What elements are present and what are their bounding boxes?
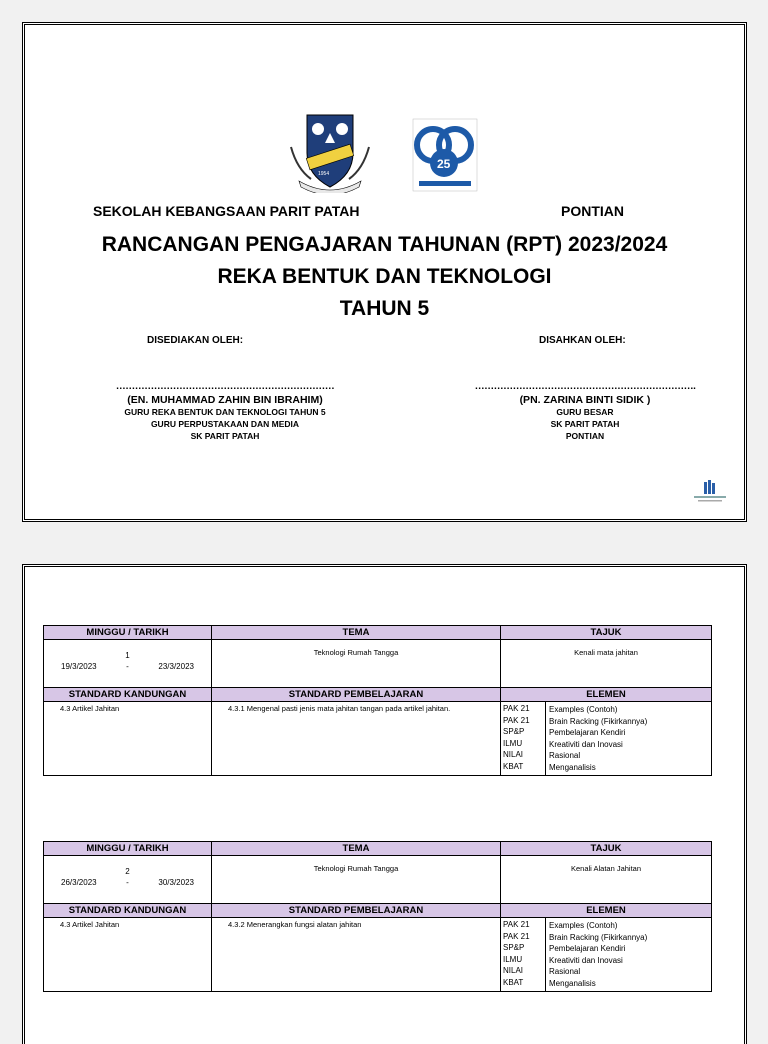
- week-info-row: [44, 856, 712, 904]
- learning-standard-header: STANDARD PEMBELAJARAN: [212, 688, 501, 702]
- preparer-role-2: GURU PERPUSTAKAAN DAN MEDIA: [150, 419, 300, 429]
- preparer-signature-line: ……………………………………………………………: [115, 381, 335, 392]
- element-codes-cell: [501, 702, 546, 776]
- date-range: [47, 878, 208, 887]
- learning-standard-header: STANDARD PEMBELAJARAN: [212, 904, 501, 918]
- watermark-logo: [690, 480, 730, 509]
- element-name: Rasional: [549, 751, 581, 760]
- subject-title: REKA BENTUK DAN TEKNOLOGI: [217, 265, 552, 288]
- approver-school: SK PARIT PATAH: [550, 419, 620, 429]
- week-number: 1: [125, 651, 130, 660]
- start-date: 19/3/2023: [61, 662, 97, 671]
- element-code: PAK 21: [503, 715, 530, 725]
- topic-header: TAJUK: [501, 626, 712, 640]
- date-range: [47, 662, 208, 671]
- element-name: Kreativiti dan Inovasi: [549, 955, 623, 965]
- content-standard-header: STANDARD KANDUNGAN: [44, 904, 212, 918]
- element-name: Kreativiti dan Inovasi: [549, 739, 623, 749]
- content-standard-header: STANDARD KANDUNGAN: [44, 688, 212, 702]
- svg-text:25: 25: [437, 157, 451, 171]
- approver-name: (PN. ZARINA BINTI SIDIK ): [519, 394, 651, 406]
- standards-header-row: [44, 904, 712, 918]
- element-code: NILAI: [503, 750, 524, 759]
- standards-row: [44, 702, 712, 776]
- element-code: PAK 21: [503, 704, 530, 713]
- element-name: Examples (Contoh): [549, 705, 618, 714]
- date-separator: -: [126, 662, 129, 671]
- school-crest-logo: [287, 107, 373, 198]
- standards-row: [44, 918, 712, 992]
- prepared-by-label: DISEDIAKAN OLEH:: [147, 335, 244, 346]
- school-town: PONTIAN: [561, 203, 624, 219]
- element-header: ELEMEN: [501, 904, 712, 918]
- week-date-cell: [44, 856, 212, 904]
- week-2-table: [43, 841, 712, 992]
- element-code: SP&P: [503, 727, 525, 736]
- approver-signature-line: …………………………………………………………….: [474, 381, 696, 392]
- content-standard-cell: 4.3 Artikel Jahitan: [44, 918, 212, 992]
- theme-header: TEMA: [212, 842, 501, 856]
- approved-by-label: DISAHKAN OLEH:: [539, 335, 626, 346]
- week-date-header: MINGGU / TARIKH: [44, 626, 212, 640]
- element-name: Brain Racking (Fikirkannya): [549, 716, 648, 726]
- element-name: Brain Racking (Fikirkannya): [549, 932, 648, 942]
- standards-header-row: [44, 688, 712, 702]
- element-code: PAK 21: [503, 920, 530, 929]
- theme-header: TEMA: [212, 626, 501, 640]
- element-name: Menganalisis: [549, 978, 596, 988]
- approver-role: GURU BESAR: [556, 407, 614, 417]
- theme-cell: Teknologi Rumah Tangga: [212, 856, 501, 904]
- year-title: TAHUN 5: [339, 297, 430, 320]
- element-header: ELEMEN: [501, 688, 712, 702]
- element-code: NILAI: [503, 966, 524, 975]
- element-names-cell: [546, 702, 712, 776]
- element-code: KBAT: [503, 977, 524, 987]
- topic-cell: Kenali Alatan Jahitan: [501, 856, 712, 904]
- preparer-role: GURU REKA BENTUK DAN TEKNOLOGI TAHUN 5: [124, 407, 326, 417]
- header-row: [44, 626, 712, 640]
- week-info-row: [44, 640, 712, 688]
- end-date: 23/3/2023: [158, 662, 194, 671]
- school-name: SEKOLAH KEBANGSAAN PARIT PATAH: [93, 203, 360, 219]
- preparer-name: (EN. MUHAMMAD ZAHIN BIN IBRAHIM): [127, 394, 323, 406]
- approver-signature-block: [465, 381, 705, 442]
- element-names-cell: [546, 918, 712, 992]
- learning-standard-cell: 4.3.1 Mengenal pasti jenis mata jahitan tangan pada artikel jahitan.: [212, 702, 501, 776]
- element-code: ILMU: [503, 954, 523, 964]
- element-code: PAK 21: [503, 931, 530, 941]
- learning-standard-cell: 4.3.2 Menerangkan fungsi alatan jahitan: [212, 918, 501, 992]
- element-codes-cell: [501, 918, 546, 992]
- element-name: Menganalisis: [549, 762, 596, 772]
- preparer-school: SK PARIT PATAH: [190, 431, 260, 441]
- topic-header: TAJUK: [501, 842, 712, 856]
- week-date-cell: [44, 640, 212, 688]
- preparer-signature-block: [75, 381, 375, 442]
- start-date: 26/3/2023: [61, 878, 97, 887]
- cover-page: [22, 22, 747, 522]
- week-number: 2: [125, 867, 130, 876]
- element-code: ILMU: [503, 738, 523, 748]
- content-standard-cell: 4.3 Artikel Jahitan: [44, 702, 212, 776]
- anniversary-badge-logo: [411, 117, 479, 198]
- approver-town: PONTIAN: [565, 431, 605, 441]
- week-1-table: [43, 625, 712, 776]
- element-code: SP&P: [503, 943, 525, 952]
- element-name: Pembelajaran Kendiri: [549, 728, 626, 737]
- theme-cell: Teknologi Rumah Tangga: [212, 640, 501, 688]
- week-date-header: MINGGU / TARIKH: [44, 842, 212, 856]
- header-row: [44, 842, 712, 856]
- end-date: 30/3/2023: [158, 878, 194, 887]
- date-separator: -: [126, 878, 129, 887]
- svg-text:1954: 1954: [318, 171, 330, 177]
- element-code: KBAT: [503, 761, 524, 771]
- element-name: Pembelajaran Kendiri: [549, 944, 626, 953]
- element-name: Examples (Contoh): [549, 921, 618, 930]
- document-title: RANCANGAN PENGAJARAN TAHUNAN (RPT) 2023/2024: [101, 233, 668, 256]
- topic-cell: Kenali mata jahitan: [501, 640, 712, 688]
- element-name: Rasional: [549, 967, 581, 976]
